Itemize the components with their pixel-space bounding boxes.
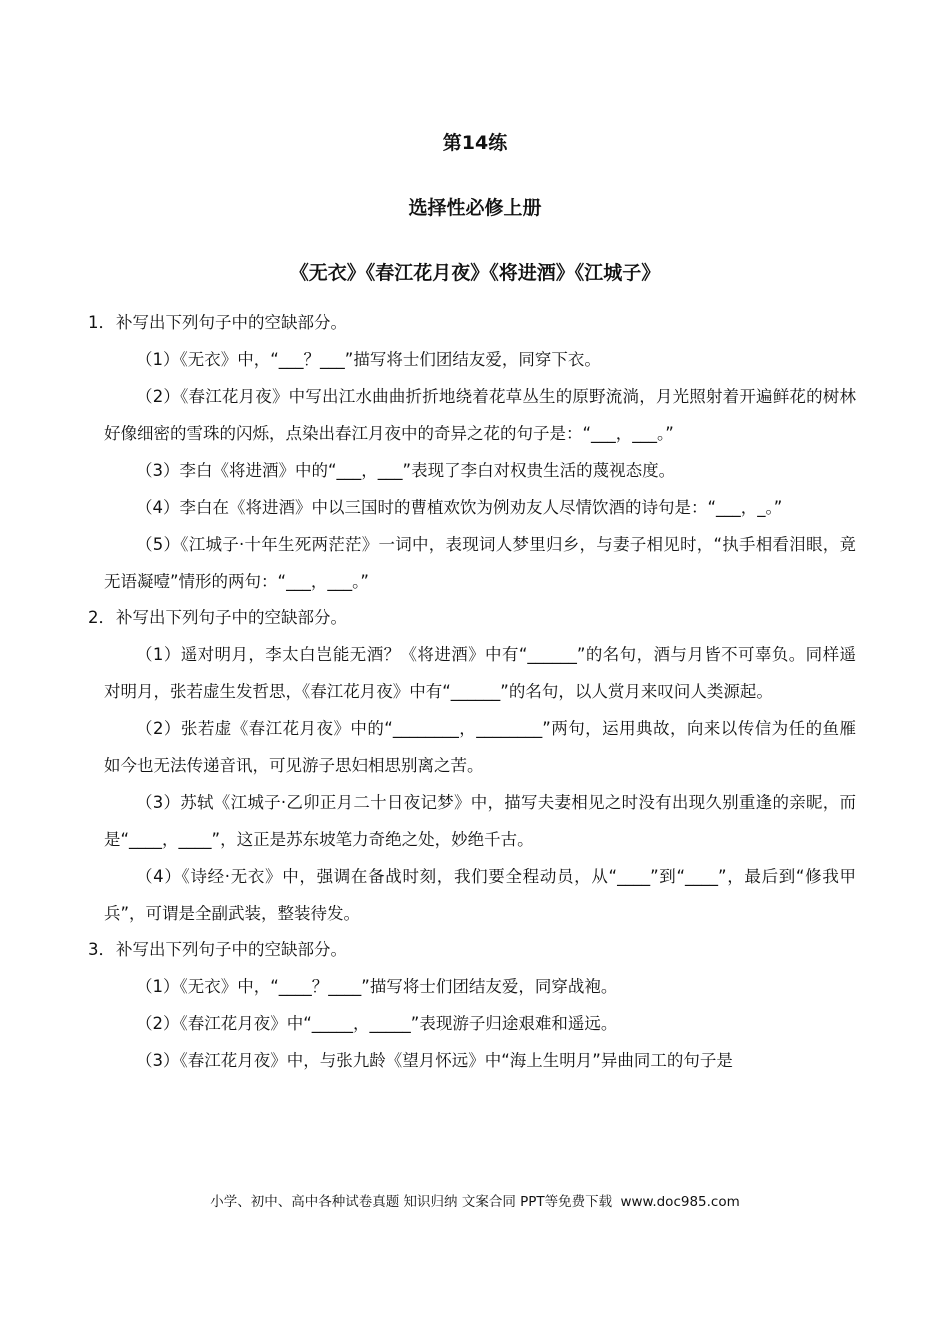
lesson-title: 第14练 <box>442 132 508 154</box>
question-item: （1）遥对明月，李太白岂能无酒？《将进酒》中有“______”的名句，酒与月皆不可辜负。同样遥对明月，张若虚生发哲思，《春江花月夜》中有“______”的名句，以人赏月来叹问人类源起。 <box>104 645 856 701</box>
question-item: （1）《无衣》中，“___？___”描写将士们团结友爱，同穿下衣。 <box>136 350 601 369</box>
question-stem-text: 补写出下列句子中的空缺部分。 <box>116 940 347 959</box>
question-stem <box>0 305 950 341</box>
question-item: （3）苏轼《江城子·乙卯正月二十日夜记梦》中，描写夫妻相见之时没有出现久别重逢的亲昵，而是“____，____”，这正是苏东坡笔力奇绝之处，妙绝千古。 <box>104 793 856 849</box>
question-1 <box>0 305 950 600</box>
question-item: （3）《春江花月夜》中，与张九龄《望月怀远》中“海上生明月”异曲同工的句子是 <box>136 1051 733 1070</box>
footer-text: 小学、初中、高中各种试卷真题 知识归纳 文案合同 PPT等免费下载 <box>210 1194 613 1210</box>
question-number: 1． <box>88 313 115 332</box>
question-number: 2． <box>88 608 115 627</box>
question-item: （4）《诗经·无衣》中，强调在备战时刻，我们要全程动员，从“____”到“____”，最后到“修我甲兵”，可谓是全副武装，整装待发。 <box>104 867 856 923</box>
question-item: （3）李白《将进酒》中的“___，___”表现了李白对权贵生活的蔑视态度。 <box>136 461 676 480</box>
question-item: （5）《江城子·十年生死两茫茫》一词中，表现词人梦里归乡，与妻子相见时，“执手相看泪眼，竟无语凝噎”情形的两句：“___，___。” <box>104 535 856 591</box>
question-stem-text: 补写出下列句子中的空缺部分。 <box>116 313 347 332</box>
question-2 <box>0 600 950 932</box>
question-stem-text: 补写出下列句子中的空缺部分。 <box>116 608 347 627</box>
poems-title: 《无衣》《春江花月夜》《将进酒》《江城子》 <box>289 262 661 284</box>
question-item: （2）《春江花月夜》中写出江水曲曲折折地绕着花草丛生的原野流淌，月光照射着开遍鲜花的树林好像细密的雪珠的闪烁，点染出春江月夜中的奇异之花的句子是：“___，___。” <box>104 387 856 443</box>
question-3 <box>0 932 950 1079</box>
footer-site-link[interactable]: www.doc985.com <box>620 1194 740 1210</box>
question-item: （4）李白在《将进酒》中以三国时的曹植欢饮为例劝友人尽情饮酒的诗句是：“___，_。” <box>136 498 783 517</box>
question-item: （1）《无衣》中，“____？____”描写将士们团结友爱，同穿战袍。 <box>136 977 618 996</box>
question-number: 3． <box>88 940 115 959</box>
question-stem <box>0 600 950 636</box>
question-list <box>0 305 950 1079</box>
section-title: 选择性必修上册 <box>408 197 542 219</box>
question-item: （2）张若虚《春江花月夜》中的“________，________”两句，运用典故，向来以传信为任的鱼雁如今也无法传递音讯，可见游子思妇相思别离之苦。 <box>104 719 856 775</box>
question-item: （2）《春江花月夜》中“_____，_____”表现游子归途艰难和遥远。 <box>136 1014 618 1033</box>
question-stem <box>0 932 950 968</box>
page-footer <box>0 1190 950 1210</box>
